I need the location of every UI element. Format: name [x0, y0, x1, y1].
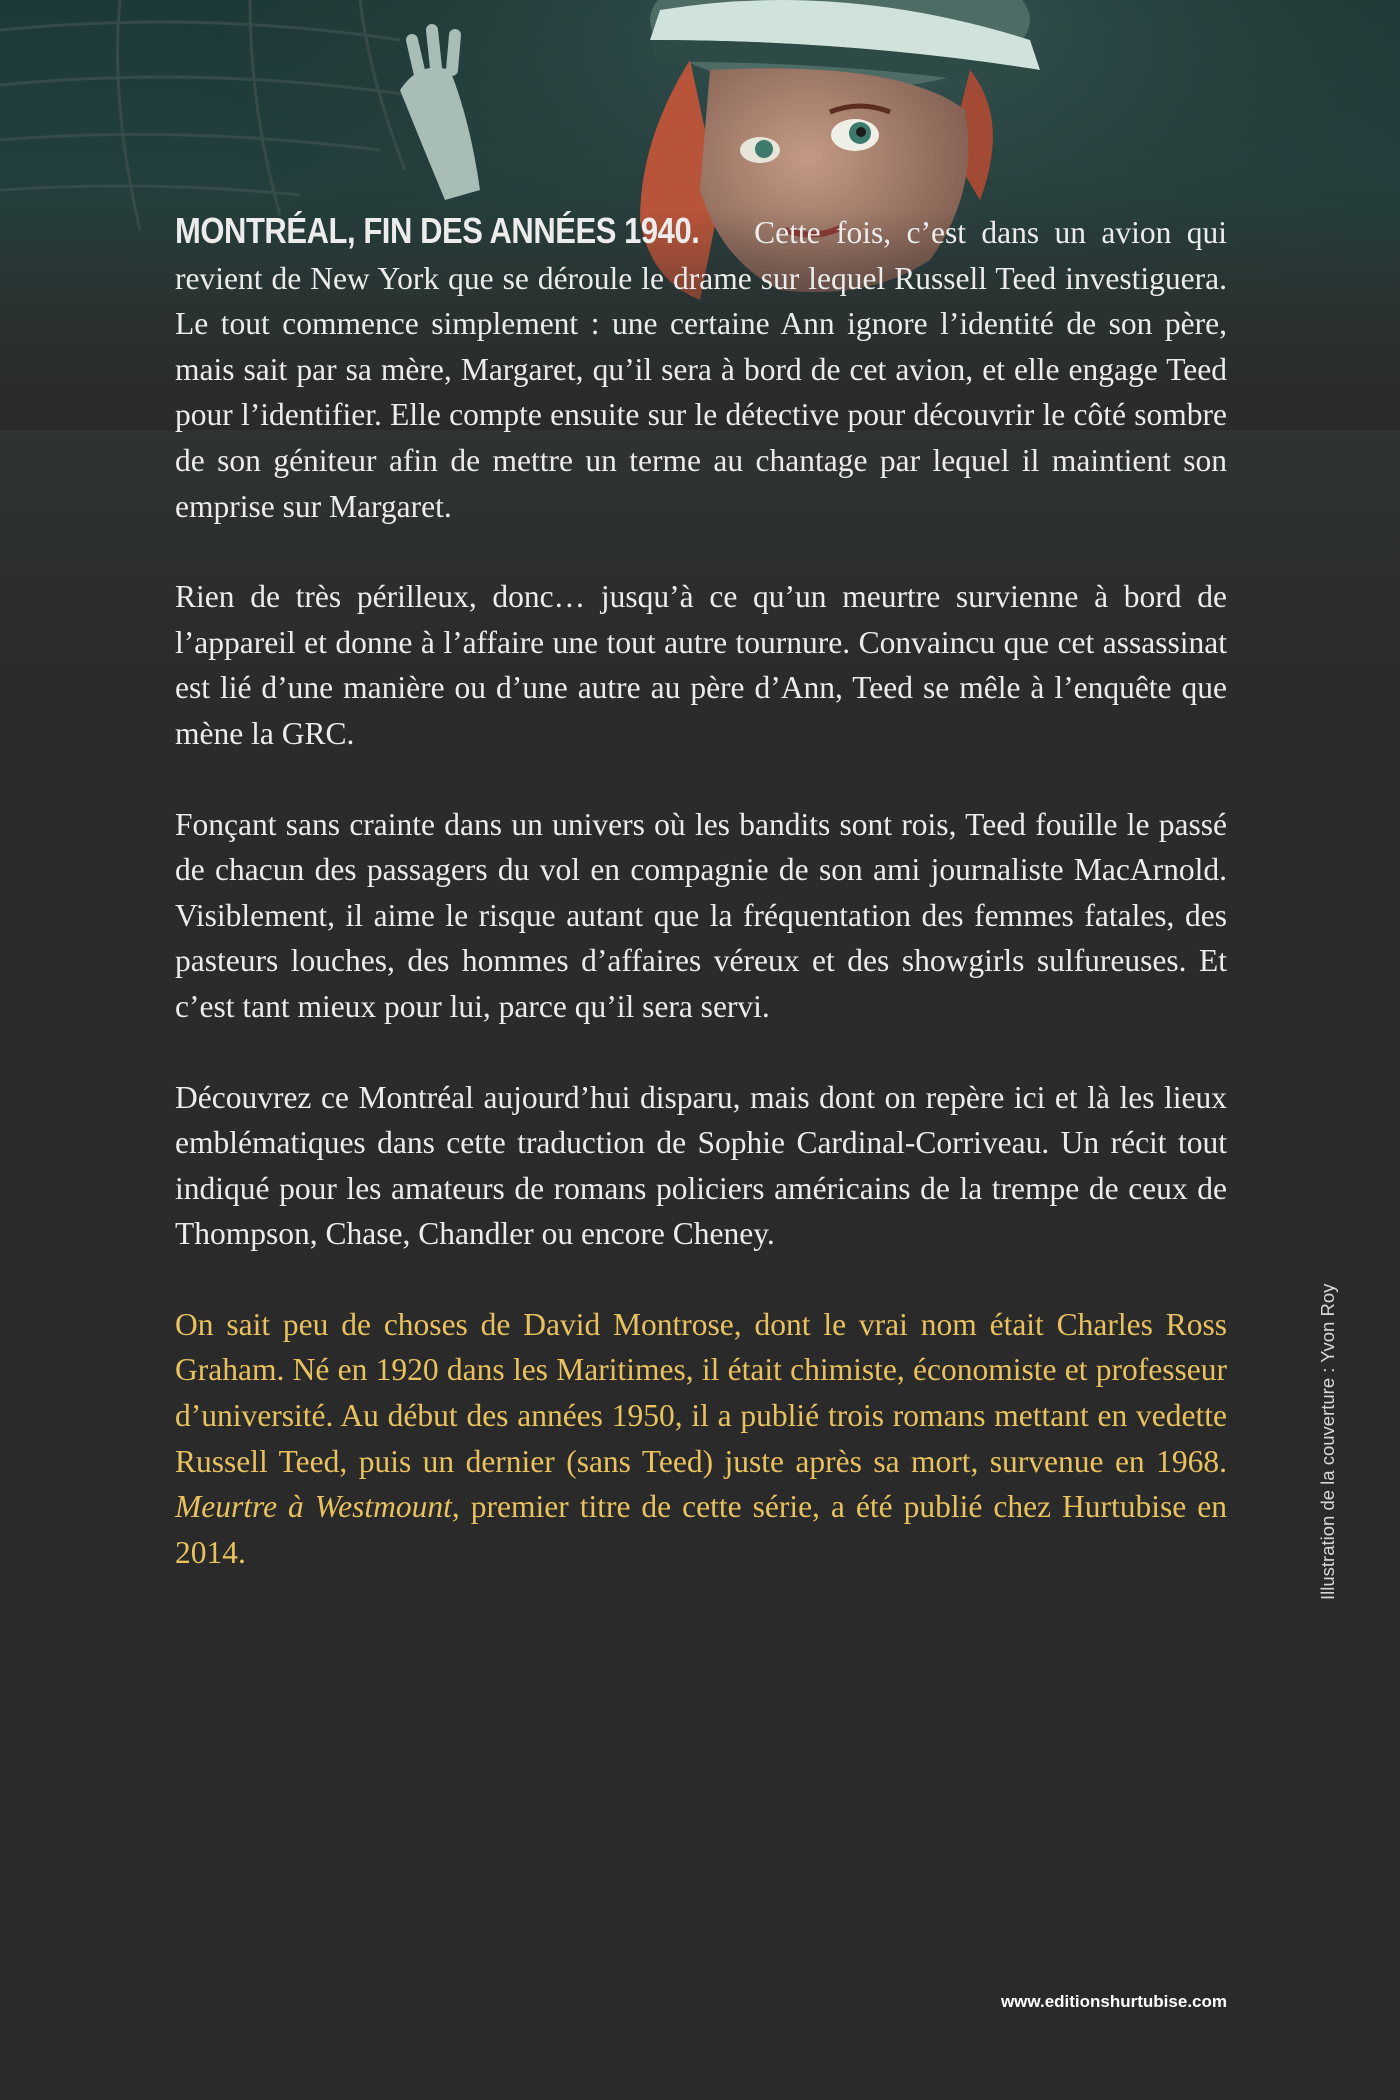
back-cover-text [175, 208, 1227, 1620]
book-title-italic: Meurtre à Westmount [175, 1489, 452, 1525]
illustration-credit: Illustration de la couverture : Yvon Roy [1317, 1283, 1338, 1600]
synopsis-paragraph-2: Rien de très périlleux, donc… jusqu’à ce qu’un meurtre survienne à bord de l’appareil et donne à l’affaire une tout autre tournure. Convaincu que cet assassinat est lié d’une manière ou d’une autre au père d’Ann, Teed se mêle à l’enquête que mène la GRC. [175, 579, 1227, 751]
author-bio [175, 1302, 1227, 1576]
author-bio-text-2: , premier titre de cette série, a été publié chez Hurtubise en 2014. [175, 1489, 1227, 1570]
publisher-website[interactable]: www.editionshurtubise.com [1000, 1992, 1227, 2011]
author-bio-text-1: On sait peu de choses de David Montrose, dont le vrai nom était Charles Ross Graham. Né en 1920 dans les Maritimes, il était chimiste, économiste et professeur d’université. Au début des années 1950, il a publié trois romans mettant en vedette Russell Teed, puis un dernier (sans Teed) juste après sa mort, survenue en 1968. [175, 1306, 1227, 1479]
lead-title: MONTRÉAL, FIN DES ANNÉES 1940. [175, 210, 700, 251]
synopsis-paragraph-3: Fonçant sans crainte dans un univers où les bandits sont rois, Teed fouille le passé de chacun des passagers du vol en compagnie de son ami journaliste MacArnold. Visiblement, il aime le risque autant que la fréquentation des femmes fatales, des pasteurs louches, des hommes d’affaires véreux et des showgirls sulfureuses. Et c’est tant mieux pour lui, parce qu’il sera servi. [175, 806, 1227, 1024]
synopsis-paragraph-1 [175, 208, 1227, 529]
paragraph-1-text: Cette fois, c’est dans un avion qui revient de New York que se déroule le drame sur lequel Russell Teed investiguera. Le tout commence simplement : une certaine Ann ignore l’identité de son père, mais sait par sa mère, Margaret, qu’il sera à bord de cet avion, et elle engage Teed pour l’identifier. Elle compte ensuite sur le détective pour découvrir le côté sombre de son géniteur afin de mettre un terme au chantage par lequel il maintient son emprise sur Margaret. [175, 215, 1227, 524]
synopsis-paragraph-4: Découvrez ce Montréal aujourd’hui disparu, mais dont on repère ici et là les lieux emblématiques dans cette traduction de Sophie Cardinal-Corriveau. Un récit tout indiqué pour les amateurs de romans policiers américains de la trempe de ceux de Thompson, Chase, Chandler ou encore Cheney. [175, 1079, 1227, 1252]
